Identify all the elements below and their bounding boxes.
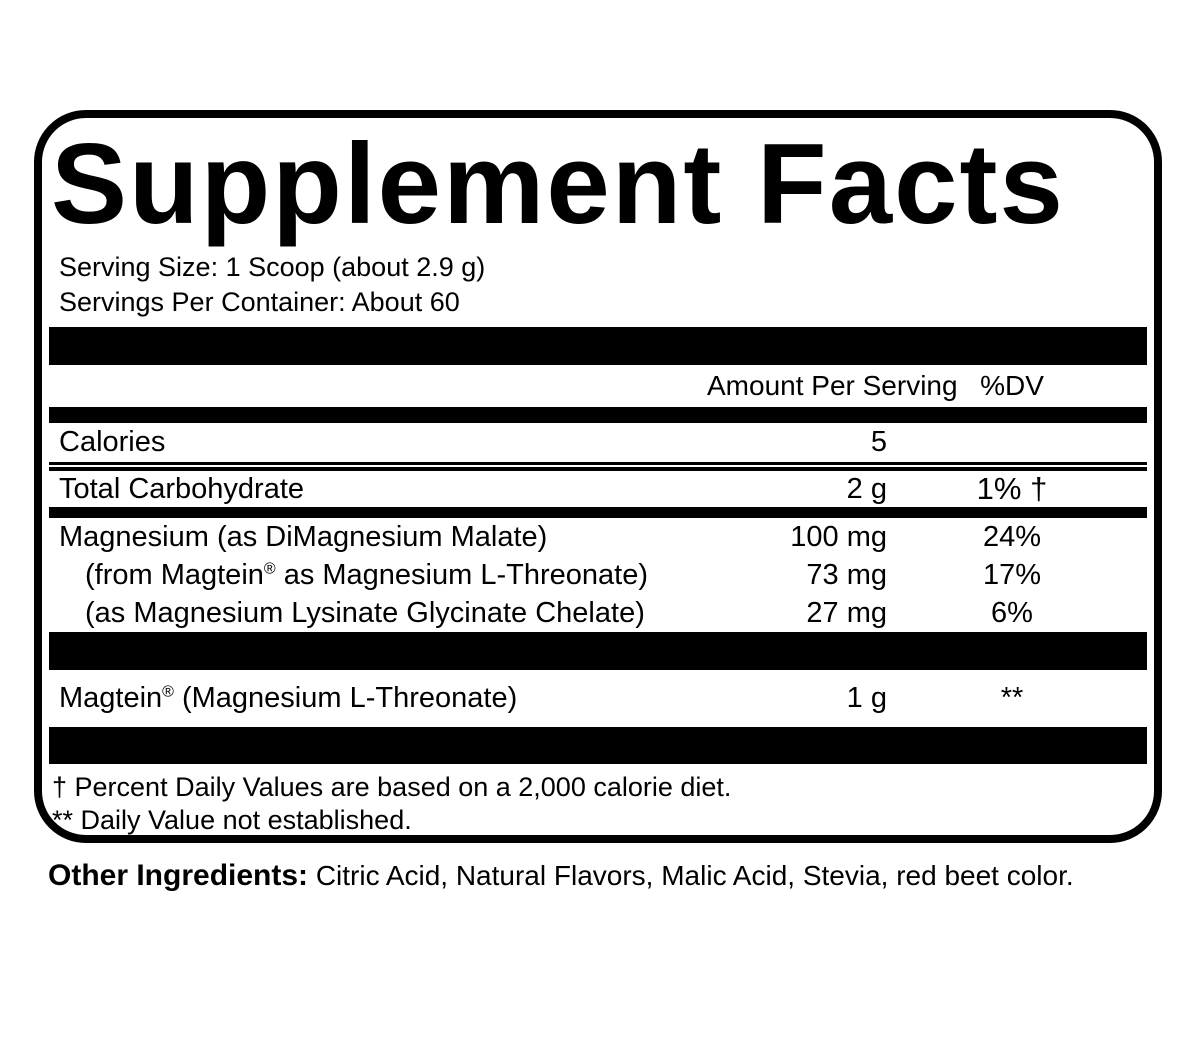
column-headers-row [49,365,1147,407]
nutrient-row-lysinate-glycinate [49,594,1147,632]
facts-panel [34,110,1162,843]
col-header-dv: %DV [980,370,1044,401]
nutrient-amount: 27 mg [806,596,887,629]
nutrient-dv: 24% [982,520,1042,553]
nutrient-name: Magtein® (Magnesium L-Threonate) [59,682,518,714]
nutrient-amount: 100 mg [790,520,887,553]
servings-per-container-line: Servings Per Container: About 60 [59,287,460,317]
nutrient-row-total-carbohydrate [49,471,1147,507]
footnote-daily-values: † Percent Daily Values are based on a 2,000 calorie diet. [52,772,732,802]
serving-size-line: Serving Size: 1 Scoop (about 2.9 g) [59,252,486,282]
footnote-not-established: ** Daily Value not established. [52,805,412,835]
nutrient-name: Magnesium (as DiMagnesium Malate) [59,520,548,553]
nutrient-row-calories [49,423,1147,462]
nutrient-amount: 2 g [846,472,887,505]
nutrient-amount: 5 [870,426,887,458]
other-ingredients-text: Citric Acid, Natural Flavors, Malic Acid, Stevia, red beet color. [315,860,1074,891]
nutrient-name: Total Carbohydrate [59,472,305,505]
nutrient-dv: 1% † [976,471,1048,506]
nutrient-dv: ** [1000,682,1024,714]
nutrient-row-magnesium [49,518,1147,556]
nutrient-name: (as Magnesium Lysinate Glycinate Chelate) [85,596,645,629]
footnote-top-rule [49,727,1147,764]
nutrient-amount: 73 mg [806,558,887,591]
nutrient-dv: 6% [991,596,1033,629]
col-header-amount-per-serving: Amount Per Serving [707,370,958,401]
nutrient-dv: 17% [982,558,1042,591]
double-rule [49,462,1147,471]
panel-title: Supplement Facts [51,121,1065,248]
serving-info [59,250,1147,320]
header-top-rule [49,327,1147,365]
header-bottom-rule [49,407,1147,423]
nutrient-name: Calories [59,426,166,458]
nutrient-amount: 1 g [846,682,887,714]
nutrient-row-magtein-threonate [49,556,1147,594]
other-ingredients-line [48,858,1074,894]
section-rule [49,507,1147,518]
section-rule-thick [49,632,1147,670]
nutrient-row-magtein [49,670,1147,727]
other-ingredients-label: Other Ingredients: [48,859,309,892]
footnotes [52,771,1147,837]
nutrient-name: (from Magtein® as Magnesium L-Threonate) [85,558,648,591]
